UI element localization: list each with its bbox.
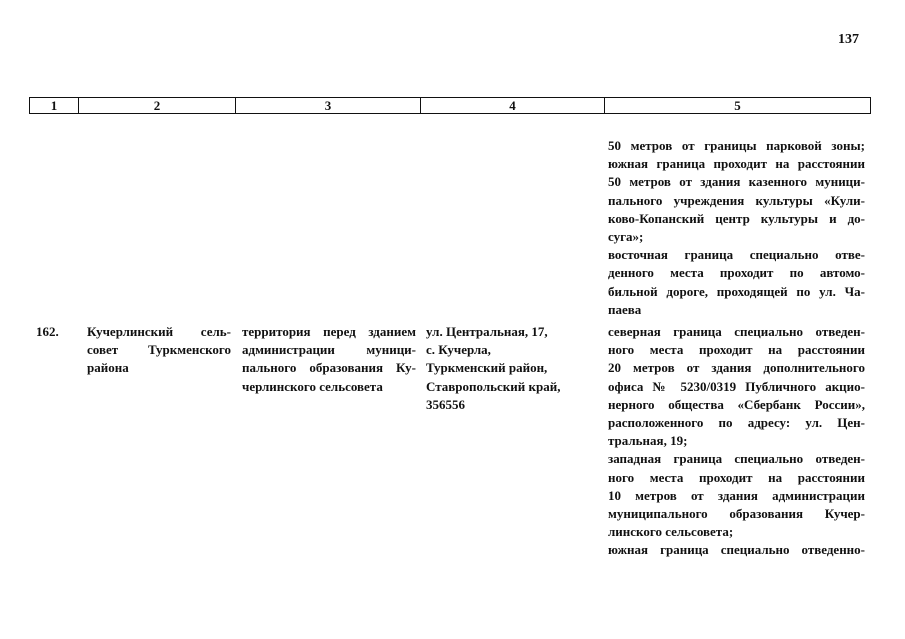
text-line: тральная, 19; <box>608 433 688 449</box>
page-number: 137 <box>838 32 859 47</box>
text-line: денного места проходит по автомо- <box>608 265 865 281</box>
text-line: ково-Копанский центр культуры и до- <box>608 210 865 226</box>
continuation-col5-text <box>608 137 865 319</box>
table-header-row <box>29 97 871 114</box>
text-line: ного места проходит на расстоянии <box>608 342 865 358</box>
text-line: с. Кучерла, <box>426 342 491 358</box>
text-line: 50 метров от границы парковой зоны; <box>608 138 865 153</box>
text-line: района <box>87 360 129 376</box>
text-line: Кучерлинский сель- <box>87 324 231 339</box>
header-col-3: 3 <box>235 98 420 113</box>
text-line: южная граница специально отведенно- <box>608 542 865 558</box>
row-col3-text <box>242 323 416 396</box>
text-line: ного места проходит на расстоянии <box>608 469 865 485</box>
text-line: администрации муници- <box>242 342 416 358</box>
text-line: Туркменский район, <box>426 360 548 376</box>
text-line: южная граница проходит на расстоянии <box>608 156 865 172</box>
text-line: паева <box>608 301 642 317</box>
header-col-2: 2 <box>78 98 235 113</box>
text-line: офиса № 5230/0319 Публичного акцио- <box>608 378 865 394</box>
text-line: пального учреждения культуры «Кули- <box>608 192 865 208</box>
row-number <box>36 323 76 341</box>
row-col2-text <box>87 323 231 378</box>
text-line: 10 метров от здания администрации <box>608 487 865 503</box>
text-line: муниципального образования Кучер- <box>608 505 865 521</box>
text-line: 162. <box>36 324 59 339</box>
text-line: нерного общества «Сбербанк России», <box>608 396 865 412</box>
text-line: 356556 <box>426 396 465 412</box>
text-line: расположенного по адресу: ул. Цен- <box>608 414 865 430</box>
text-line: Ставропольский край, <box>426 378 561 394</box>
text-line: черлинского сельсовета <box>242 378 383 394</box>
row-col5-text <box>608 323 865 559</box>
text-line: 50 метров от здания казенного муници- <box>608 174 865 190</box>
text-line: линского сельсовета; <box>608 524 734 540</box>
text-line: западная граница специально отведен- <box>608 451 865 467</box>
text-line: пального образования Ку- <box>242 360 416 376</box>
header-col-5: 5 <box>604 98 870 113</box>
text-line: совет Туркменского <box>87 342 231 358</box>
text-line: территория перед зданием <box>242 324 416 339</box>
header-col-1: 1 <box>50 98 58 113</box>
text-line: северная граница специально отведен- <box>608 324 865 339</box>
text-line: 20 метров от здания дополнительного <box>608 360 865 376</box>
text-line: ул. Центральная, 17, <box>426 324 548 339</box>
header-col-4: 4 <box>420 98 604 113</box>
text-line: бильной дороге, проходящей по ул. Ча- <box>608 283 865 299</box>
text-line: восточная граница специально отве- <box>608 247 865 263</box>
row-col4-text <box>426 323 596 414</box>
text-line: суга»; <box>608 228 644 244</box>
